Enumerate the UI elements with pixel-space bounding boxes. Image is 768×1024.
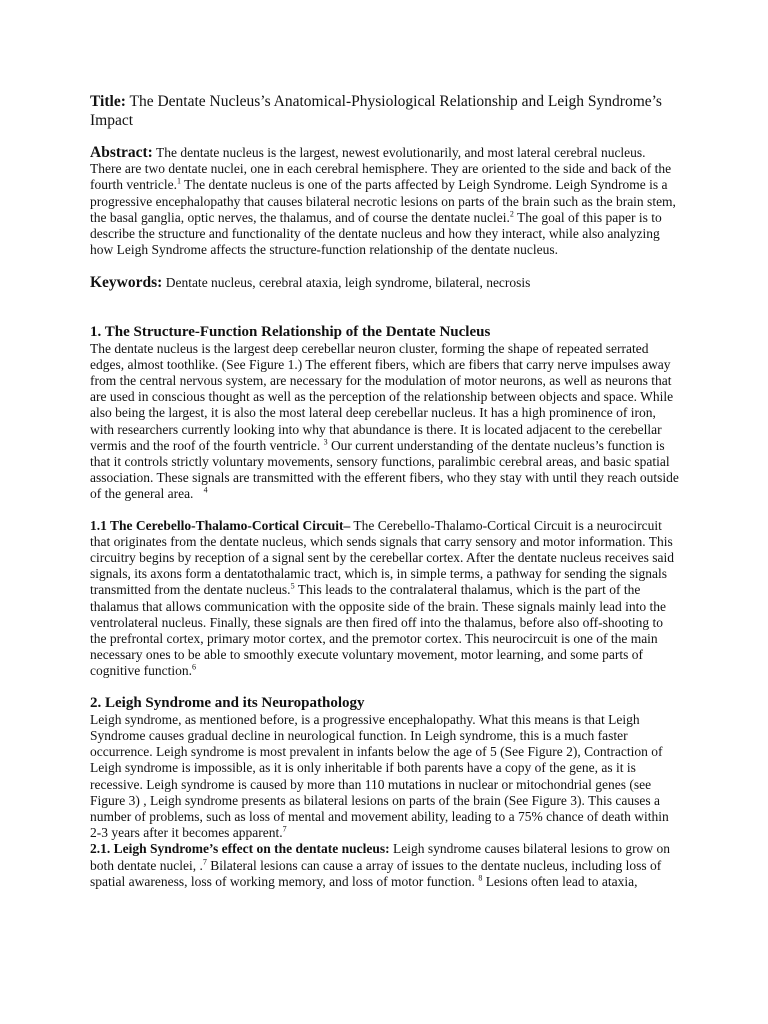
citation-5: 5 [290,581,295,591]
abstract-text-1: The dentate nucleus is the largest, newest evolutionarily, and most lateral cerebral nucleus. There are two dentate nuclei, one in each cerebral hemisphere. They are oriented to the side and back of the fourth ventricle. [90,145,672,193]
citation-2: 2 [509,209,514,219]
abstract-paragraph [90,145,680,258]
section-2-text-1: Leigh syndrome, as mentioned before, is a progressive encephalopathy. What this means is that Leigh Syndrome causes gradual decline in neurological function. In Leigh syndrome, this is a much faster occurrence. Leigh syndrome is most prevalent in infants below the age of 5 (See Figure 2), Contraction of Leigh syndrome is impossible, as it is only inheritable if both parents have a copy of the gene, as it is recessive. Leigh syndrome is caused by more than 110 mutations in nuclear or mitochondrial genes (see Figure 3) , Leigh syndrome presents as bilateral lesions on parts of the brain (See Figure 3). This causes a number of problems, such as loss of mental and movement ability, leading to a 75% chance of death within 2-3 years after it becomes apparent. [90,711,669,841]
section-1-paragraph [90,341,680,503]
keywords-label: Keywords: [90,274,163,292]
section-2-1-heading: 2.1. Leigh Syndrome’s effect on the dentate nucleus: [90,841,390,857]
title-label: Title: [90,93,126,110]
abstract-text-2: The dentate nucleus is one of the parts affected by Leigh Syndrome. Leigh Syndrome is a progressive encephalopathy that causes bilateral necrotic lesions on parts of the brain such as the brain stem, the basal ganglia, optic nerves, the thalamus, and of course the dentate nuclei. [90,177,676,225]
citation-6: 6 [191,662,196,672]
citation-3: 3 [323,437,328,447]
section-2-paragraph [90,712,680,842]
title-text: The Dentate Nucleus’s Anatomical-Physiological Relationship and Leigh Syndrome’s Impact [90,93,662,129]
section-1-text-1: The dentate nucleus is the largest deep cerebellar neuron cluster, forming the shape of repeated serrated edges, almost toothlike. (See Figure 1.) The efferent fibers, which are fibers that carry nerve impulses away from the central nervous system, are necessary for the modulation of motor neurons, as well as neurons that are used in conscious thought as well as the perception of the relationship between objects and space. While also being the largest, it is also the most lateral deep cerebellar nucleus. It has a high prominence of iron, with researchers currently looking into why that abundance is there. It is located adjacent to the cerebellar vermis and the roof of the fourth ventricle. [90,340,674,453]
section-2-1-text-1: Leigh syndrome causes bilateral lesions to grow on both dentate nuclei, . [90,841,671,873]
section-1-1-text-2: This leads to the contralateral thalamus, which is the part of the thalamus that allows communication with the opposite side of the brain. These signals mainly lead into the ventrolateral nucleus. Finally, these signals are then fired off into the thalamus, before also off-shooting to the prefrontal cortex, primary motor cortex, and the premotor cortex. This neurocircuit is one of the main necessary ones to be able to smoothly execute voluntary movement, motor learning, and some parts of cognitive function. [90,582,667,679]
citation-7: 7 [282,824,287,834]
citation-8: 8 [478,873,483,883]
section-1-text-2: Our current understanding of the dentate nucleus’s function is that it controls strictly voluntary movements, sensory functions, paralimbic cerebral areas, and basic spatial association. These signals are transmitted with the efferent fibers, who they stay with until they reach outside of the general area. [90,437,679,502]
section-1-1-text-1: The Cerebello-Thalamo-Cortical Circuit is a neurocircuit that originates from the dentate nucleus, which sends signals that carry sensory and motor information. This circuitry begins by reception of a signal sent by the cerebellar cortex. After the dentate nucleus receives said signals, its axons form a dentatothalamic tract, which is, in simple terms, a pathway for sending the signals transmitted from the dentate nucleus. [90,517,675,598]
section-2-1-text-2: Bilateral lesions can cause a array of issues to the dentate nucleus, including loss of spatial awareness, loss of working memory, and loss of motor function. [90,857,662,889]
section-2-heading: 2. Leigh Syndrome and its Neuropathology [90,694,365,711]
paper-title [90,92,680,130]
keywords-paragraph [90,275,680,291]
section-1-heading: 1. The Structure-Function Relationship of the Dentate Nucleus [90,323,491,340]
section-1-1-heading: 1.1 The Cerebello-Thalamo-Cortical Circuit– [90,517,351,533]
abstract-label: Abstract: [90,144,153,161]
citation-1: 1 [176,176,181,186]
citation-7b: 7 [202,857,207,867]
keywords-text: Dentate nucleus, cerebral ataxia, leigh syndrome, bilateral, necrosis [162,275,531,291]
section-2-1-text-3: Lesions often lead to ataxia, [482,873,638,889]
section-2-1-paragraph [90,841,680,890]
abstract-text-3: The goal of this paper is to describe the structure and functionality of the dentate nucleus and how they interact, while also analyzing how Leigh Syndrome affects the structure-function relationship of the dentate nucleus. [90,209,662,258]
citation-4: 4 [203,485,208,495]
section-1-1-paragraph [90,518,680,680]
